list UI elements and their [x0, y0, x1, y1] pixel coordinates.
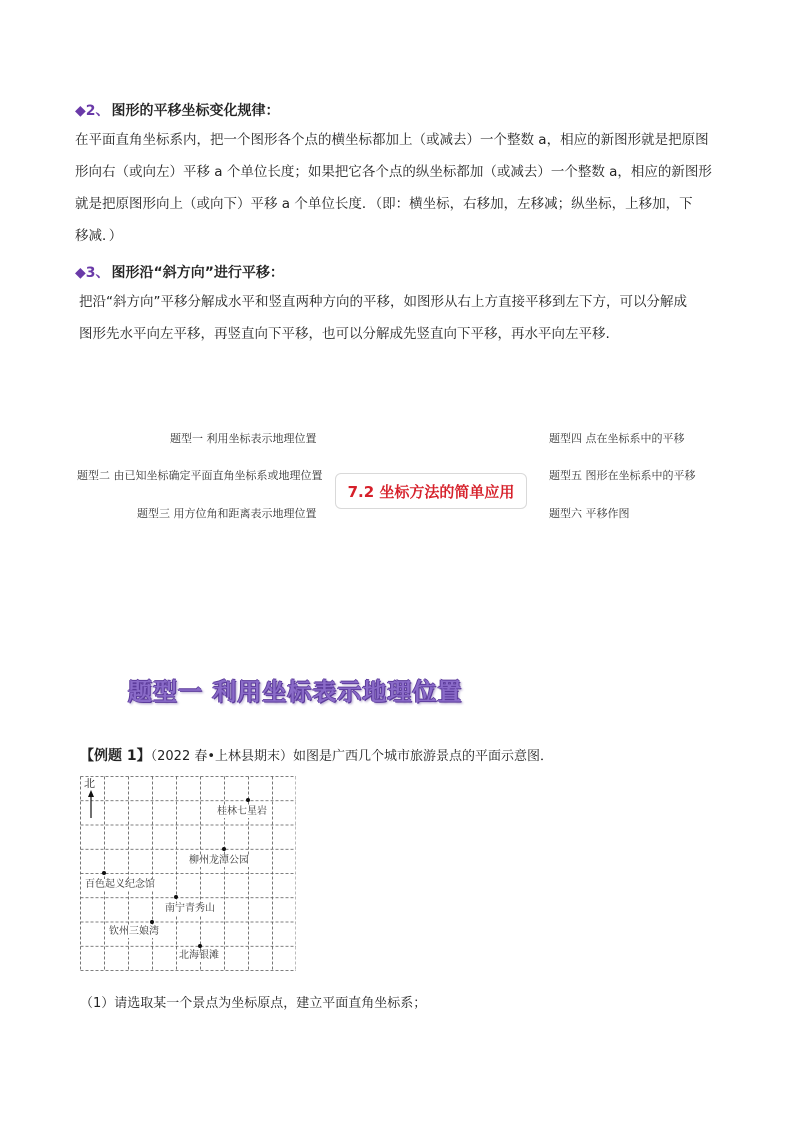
place-dot	[198, 944, 202, 948]
section-2-line: 就是把原图形向上（或向下）平移 a 个单位长度．（即：横坐标，右移加，左移减；纵坐标，上移加，下	[75, 196, 693, 212]
place-label: 钦州三娘湾	[109, 925, 159, 937]
mindmap-item-right-3: 题型六 平移作图	[549, 507, 630, 520]
diamond-icon: ◆2、	[75, 103, 110, 119]
place-label: 北海银滩	[179, 949, 219, 961]
section-2-line: 移减．）	[75, 228, 123, 244]
place-label: 桂林七星岩	[217, 806, 267, 818]
mindmap-item-right-1: 题型四 点在坐标系中的平移	[549, 432, 685, 445]
place-dot	[150, 920, 154, 924]
north-label: 北	[84, 777, 95, 790]
example-tag: 【例题 1】	[80, 748, 151, 764]
section-2-body	[75, 124, 712, 252]
place-label: 南宁青秀山	[165, 903, 215, 915]
place-dot	[102, 871, 106, 875]
example-text: （2022 春•上林县期末）如图是广西几个城市旅游景点的平面示意图．	[150, 749, 554, 764]
example-1-line	[80, 745, 553, 765]
mindmap-item-left-1: 题型一 利用坐标表示地理位置	[170, 432, 317, 445]
mindmap-center-title: 7.2 坐标方法的简单应用	[335, 473, 527, 509]
place-dot	[222, 847, 226, 851]
north-arrow-icon	[86, 790, 96, 818]
place-label: 百色起义纪念馆	[85, 879, 155, 890]
section-3-line: 图形先水平向左平移，再竖直向下平移，也可以分解成先竖直向下平移，再水平向左平移.	[79, 326, 610, 342]
mindmap-item-left-2: 题型二 由已知坐标确定平面直角坐标系或地理位置	[77, 469, 323, 482]
section-3-line: 把沿“斜方向”平移分解成水平和竖直两种方向的平移，如图形从右上方直接平移到左下方，可以分解成	[79, 294, 687, 310]
diamond-icon: ◆3、	[75, 265, 110, 281]
section-heading: 题型一 利用坐标表示地理位置	[128, 678, 463, 706]
mindmap-item-right-2: 题型五 图形在坐标系中的平移	[549, 469, 696, 482]
section-3-body	[79, 286, 687, 350]
section-2-title: ◆2、 图形的平移坐标变化规律：	[75, 103, 280, 119]
place-label: 柳州龙潭公园	[189, 854, 249, 866]
section-3-title: ◆3、 图形沿“斜方向”进行平移：	[75, 265, 284, 281]
section-2-line: 形向右（或向左）平移 a 个单位长度；如果把它各个点的纵坐标都加（或减去）一个整数 a，相应的新图形	[75, 164, 712, 180]
section-2-line: 在平面直角坐标系内，把一个图形各个点的横坐标都加上（或减去）一个整数 a，相应的新图形就是把原图	[75, 132, 709, 148]
question-1: （1）请选取某一个景点为坐标原点，建立平面直角坐标系；	[80, 996, 427, 1011]
grid-map	[80, 776, 296, 972]
mindmap-item-left-3: 题型三 用方位角和距离表示地理位置	[137, 507, 317, 520]
